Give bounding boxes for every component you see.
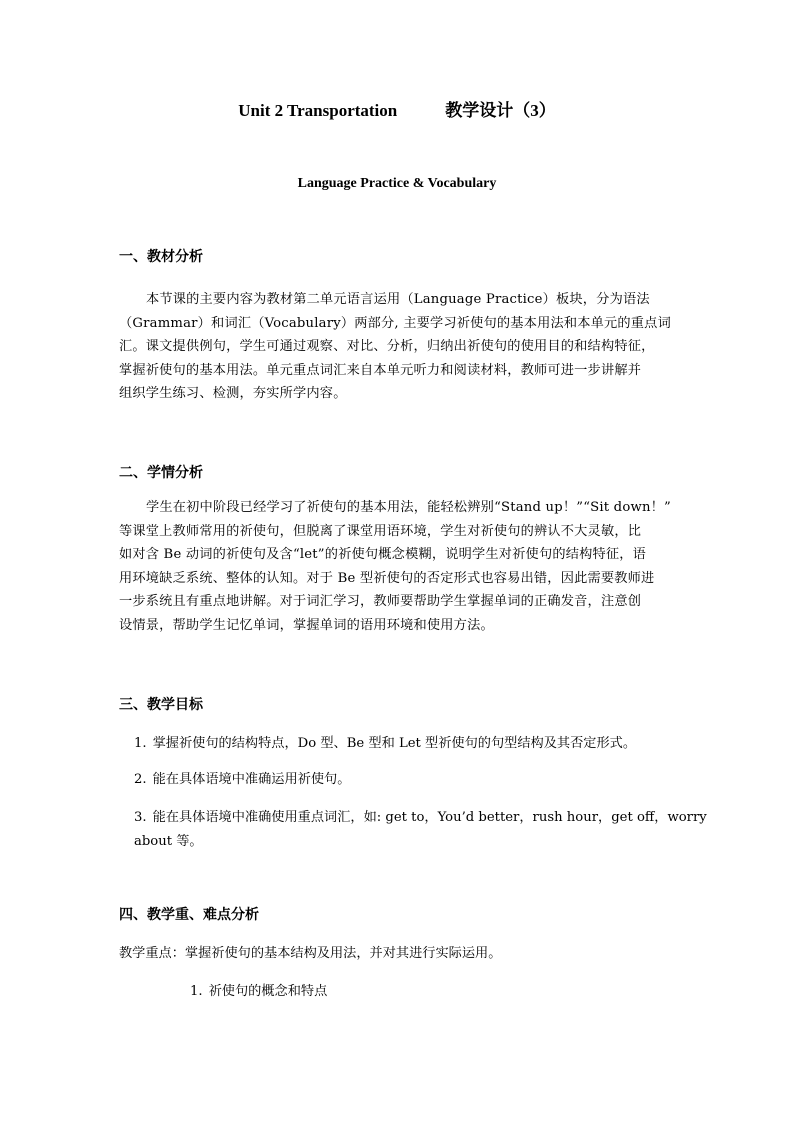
list-text: 能在具体语境中准确使用重点词汇，如: get to，You’d better，rush hour，get off，worry xyxy=(152,810,707,825)
key-point-sub-item-1 xyxy=(190,980,327,999)
paragraph-line: 组织学生练习、检测，夯实所学内容。 xyxy=(119,386,347,402)
list-text: 能在具体语境中准确运用祈使句。 xyxy=(152,772,351,787)
section-heading-textbook-analysis: 一、教材分析 xyxy=(119,249,203,265)
section-heading-key-points: 四、教学重、难点分析 xyxy=(119,907,259,923)
section-heading-teaching-objectives: 三、教学目标 xyxy=(119,697,203,713)
section-heading-student-analysis: 二、学情分析 xyxy=(119,465,203,481)
paragraph-line: 本节课的主要内容为教材第二单元语言运用（Language Practice）板块，分为语法 xyxy=(146,292,650,307)
objective-item-3-continuation: about 等。 xyxy=(134,834,203,849)
document-subtitle: Language Practice & Vocabulary xyxy=(297,176,497,191)
list-text: 掌握祈使句的结构特点，Do 型、Be 型和 Let 型祈使句的句型结构及其否定形式。 xyxy=(152,736,637,751)
list-number: 1. xyxy=(190,984,203,999)
objective-item-2 xyxy=(134,768,350,787)
objective-item-3 xyxy=(134,806,707,825)
paragraph-line: 等课堂上教师常用的祈使句，但脱离了课堂用语环境，学生对祈使句的辨认不大灵敏，比 xyxy=(119,523,642,539)
paragraph-line: 掌握祈使句的基本用法。单元重点词汇来自本单元听力和阅读材料，教师可进一步讲解并 xyxy=(119,362,642,378)
paragraph-line: 用环境缺乏系统、整体的认知。对于 Be 型祈使句的否定形式也容易出错，因此需要教师进 xyxy=(119,570,655,586)
key-point-line: 教学重点：掌握祈使句的基本结构及用法，并对其进行实际运用。 xyxy=(119,946,502,961)
paragraph-line: 汇。课文提供例句，学生可通过观察、对比、分析，归纳出祈使句的使用目的和结构特征， xyxy=(119,339,655,355)
title-chinese: 教学设计（3） xyxy=(445,101,556,120)
list-text: 祈使句的概念和特点 xyxy=(208,984,328,999)
paragraph-line: 如对含 Be 动词的祈使句及含“let”的祈使句概念模糊，说明学生对祈使句的结构特征，语 xyxy=(119,547,647,563)
paragraph-line: 一步系统且有重点地讲解。对于词汇学习，教师要帮助学生掌握单词的正确发音，注意创 xyxy=(119,594,642,610)
title-english: Unit 2 Transportation xyxy=(238,101,398,120)
list-number: 1. xyxy=(134,736,147,751)
paragraph-line: 设情景，帮助学生记忆单词，掌握单词的语用环境和使用方法。 xyxy=(119,617,494,633)
section-paragraph-textbook-analysis xyxy=(119,288,679,406)
document-title xyxy=(0,96,794,121)
objective-item-1 xyxy=(134,732,636,751)
list-number: 3. xyxy=(134,810,147,825)
paragraph-line: 学生在初中阶段已经学习了祈使句的基本用法，能轻松辨别“Stand up！”“Sit down！” xyxy=(146,500,671,515)
list-number: 2. xyxy=(134,772,147,787)
section-paragraph-student-analysis xyxy=(119,496,679,638)
paragraph-line: （Grammar）和词汇（Vocabulary）两部分, 主要学习祈使句的基本用法和本单元的重点词 xyxy=(119,315,671,331)
